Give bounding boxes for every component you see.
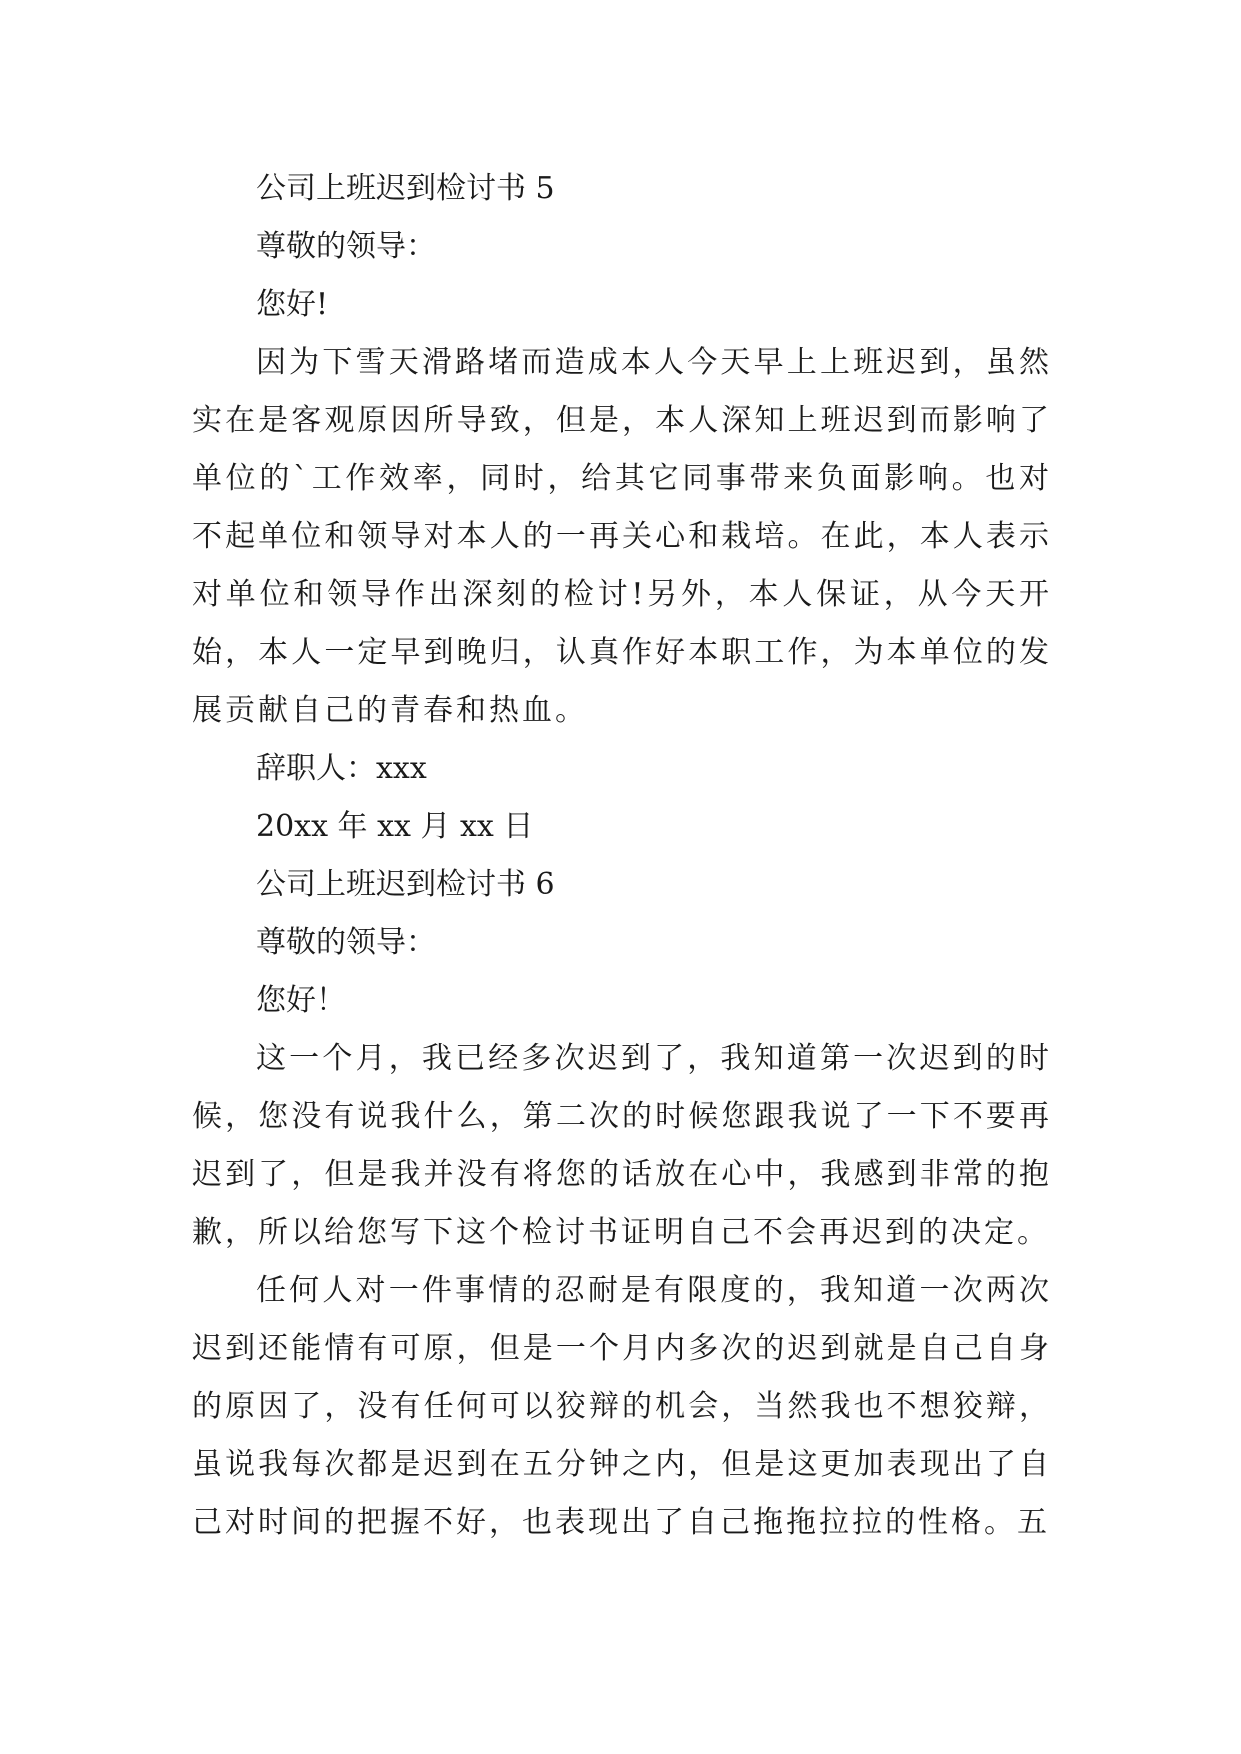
greeting: 您好！ <box>256 983 346 1018</box>
signature-name: 辞职人：xxx <box>256 751 427 786</box>
document-body <box>192 160 1052 1552</box>
salutation: 尊敬的领导： <box>256 229 436 264</box>
salutation: 尊敬的领导： <box>256 925 436 960</box>
body-paragraph: 这一个月，我已经多次迟到了，我知道第一次迟到的时候，您没有说我什么，第二次的时候您跟我说了一下不要再迟到了，但是我并没有将您的话放在心中，我感到非常的抱歉，所以给您写下这个检讨书证明自己不会再迟到的决定。 <box>192 1041 1052 1250</box>
section-title-6: 公司上班迟到检讨书 6 <box>256 867 555 902</box>
body-paragraph: 任何人对一件事情的忍耐是有限度的，我知道一次两次迟到还能情有可原，但是一个月内多次的迟到就是自己自身的原因了，没有任何可以狡辩的机会，当然我也不想狡辩，虽说我每次都是迟到在五分钟之内，但是这更加表现出了自己对时间的把握不好，也表现出了自己拖拖拉拉的性格。五 <box>192 1273 1052 1540</box>
section-title-5: 公司上班迟到检讨书 5 <box>256 171 555 206</box>
greeting: 您好! <box>256 287 329 322</box>
signature-date: 20xx 年 xx 月 xx 日 <box>256 809 534 844</box>
body-paragraph: 因为下雪天滑路堵而造成本人今天早上上班迟到，虽然实在是客观原因所导致，但是，本人深知上班迟到而影响了单位的`工作效率，同时，给其它同事带来负面影响。也对不起单位和领导对本人的一再关心和栽培。在此，本人表示对单位和领导作出深刻的检讨!另外，本人保证，从今天开始，本人一定早到晚归，认真作好本职工作，为本单位的发展贡献自己的青春和热血。 <box>192 345 1052 728</box>
